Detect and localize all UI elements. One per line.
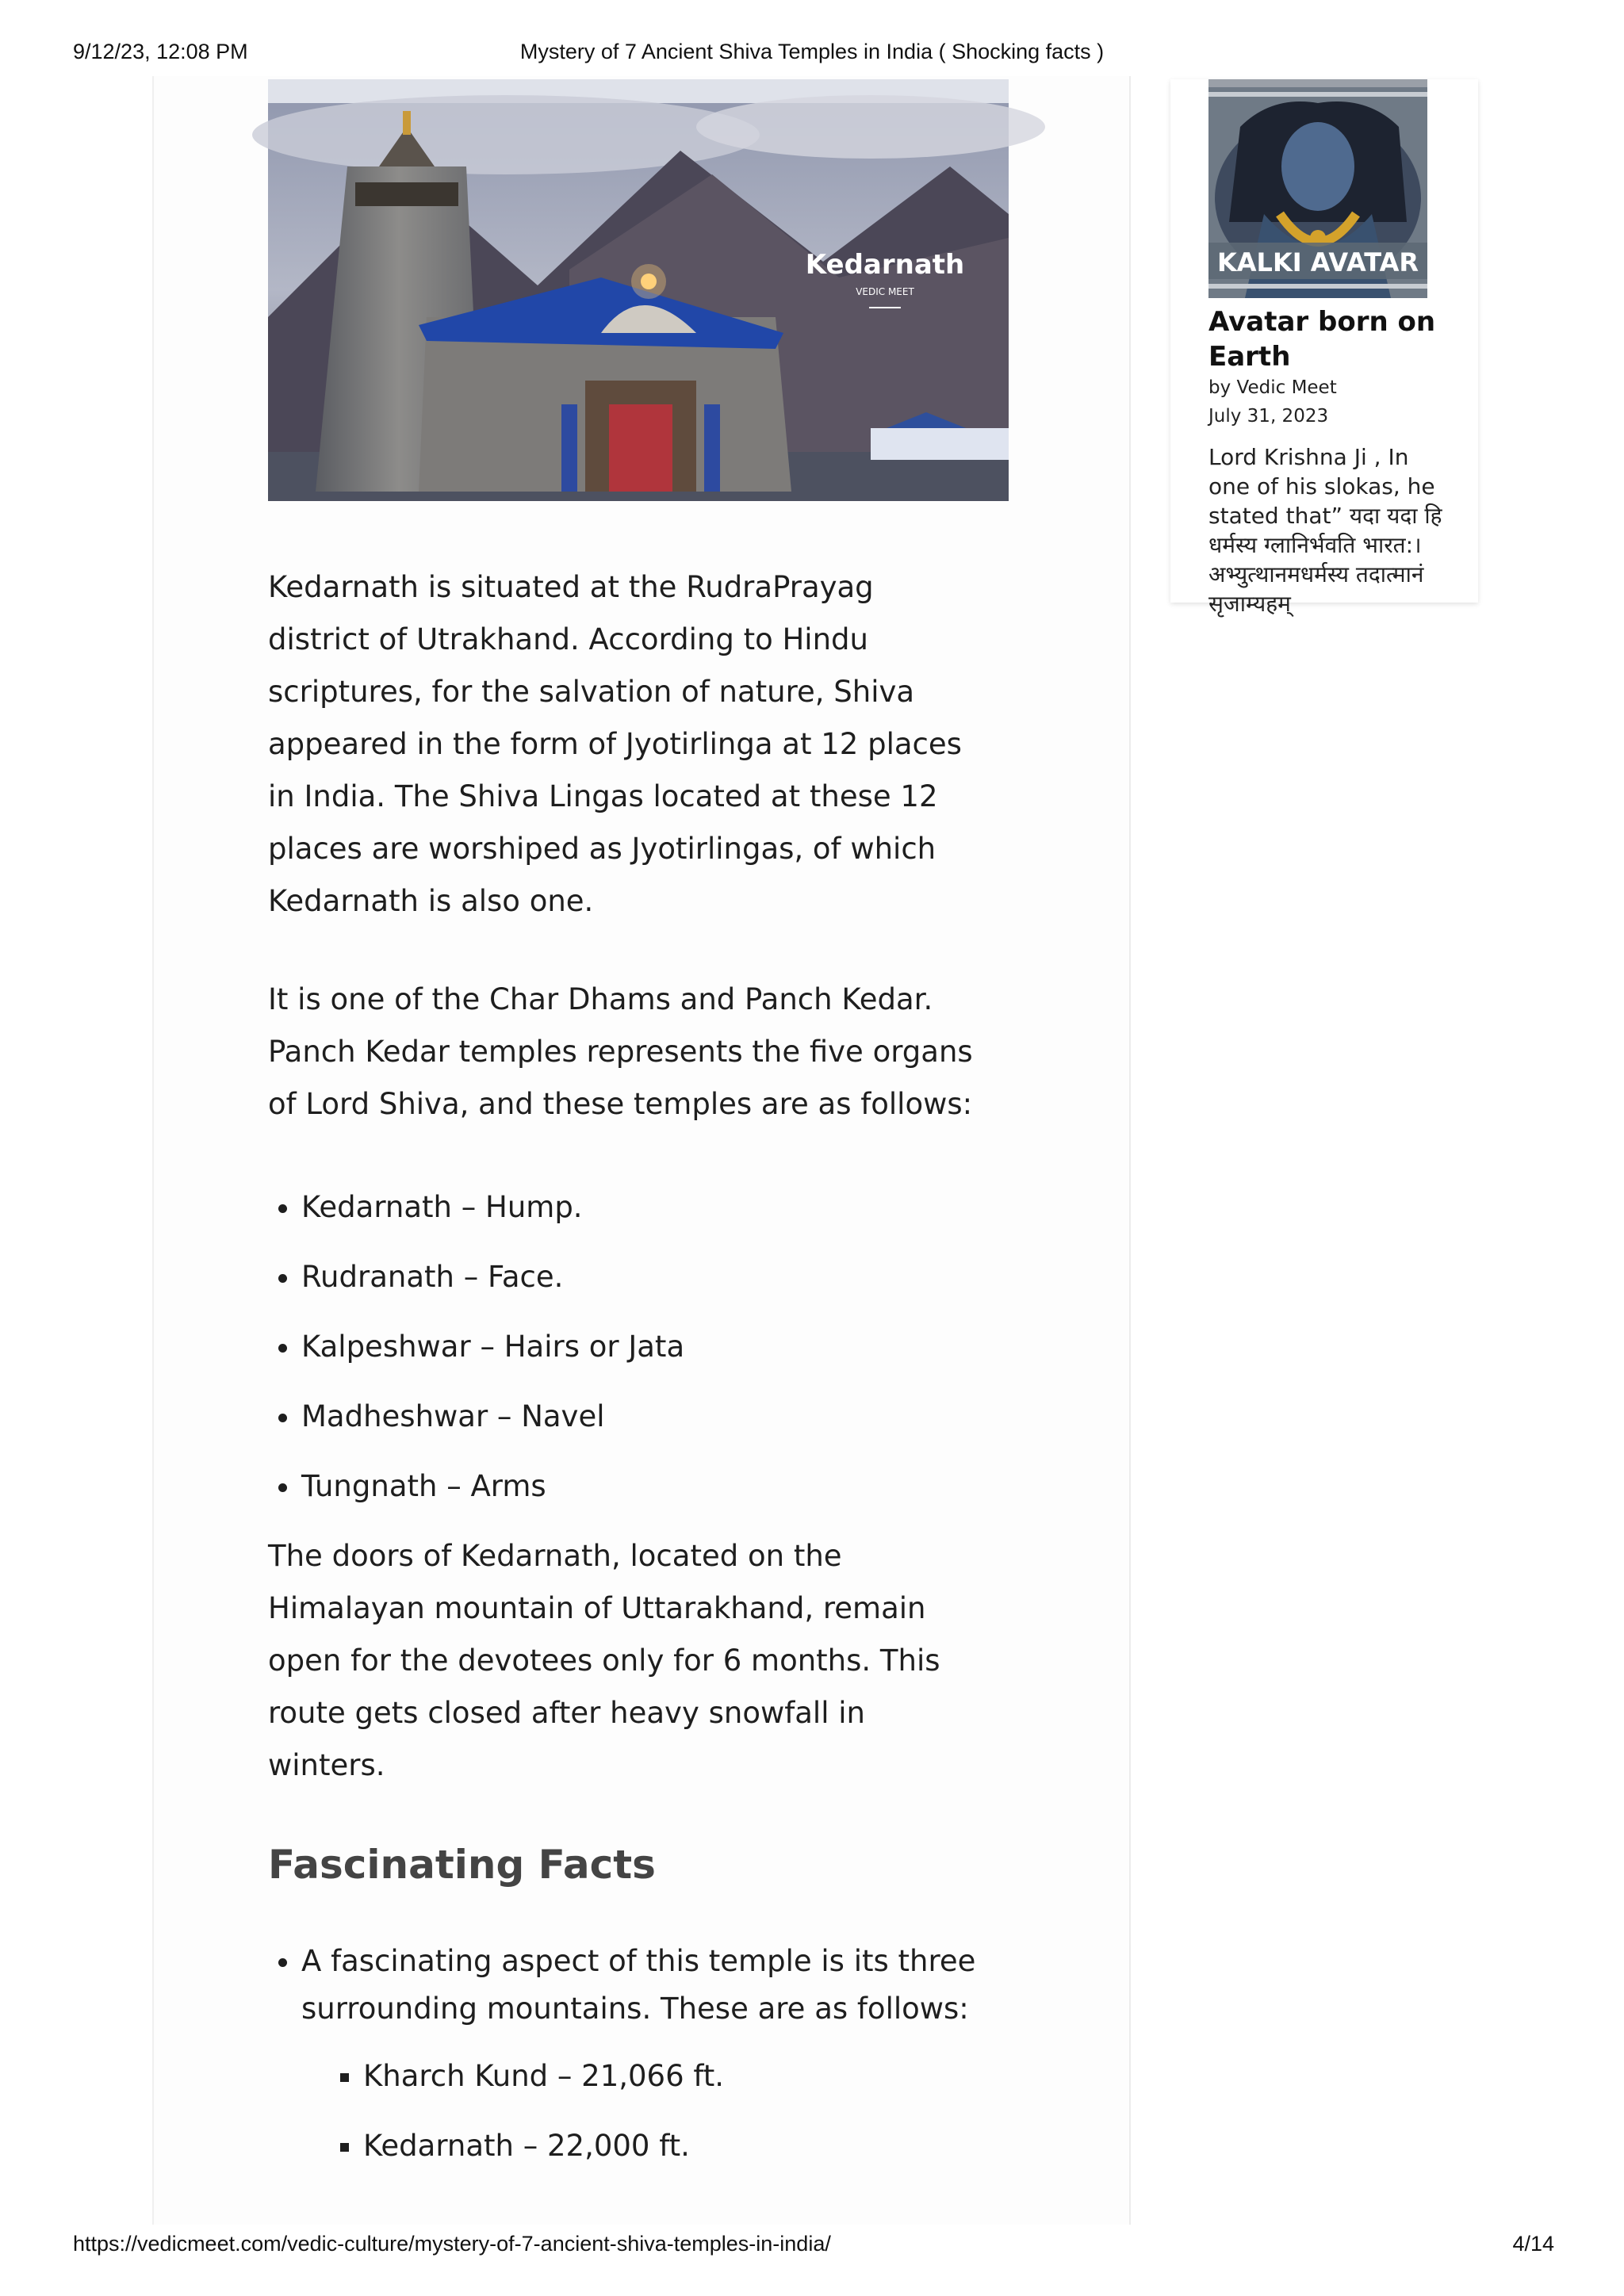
card-title-link[interactable]: Avatar born on Earth [1208, 306, 1436, 373]
list-item: ▪ Kedarnath – 22,000 ft. [363, 2120, 982, 2172]
print-url: https://vedicmeet.com/vedic-culture/mystery-of-7-ancient-shiva-temples-in-india/ [73, 2232, 831, 2256]
print-footer [0, 2232, 1624, 2263]
card-author: by Vedic Meet [1208, 377, 1337, 398]
fact-text: A fascinating aspect of this temple is its three surrounding mountains. These are as follows: [301, 1944, 976, 2026]
list-item: • Kalpeshwar – Hairs or Jata [301, 1321, 982, 1373]
facts-list [268, 1938, 982, 2172]
list-item: • Madheshwar – Navel [301, 1391, 982, 1443]
paragraph-char-dham: It is one of the Char Dhams and Panch Kedar. Panch Kedar temples represents the five organs of Lord Shiva, and these temples are as follows: [268, 982, 973, 1121]
list-item [301, 1938, 982, 2172]
card-date: July 31, 2023 [1208, 406, 1329, 427]
list-item: • Kedarnath – Hump. [301, 1181, 982, 1234]
card-excerpt: Lord Krishna Ji , In one of his slokas, he stated that” यदा यदा हि धर्मस्य ग्लानिर्भवति भारत:। अभ्युत्थानमधर्मस्य तदात्मानं सृजाम्यहम् [1208, 444, 1442, 617]
kalki-avatar-thumbnail[interactable] [1208, 79, 1427, 298]
paragraph-doors: The doors of Kedarnath, located on the Himalayan mountain of Uttarakhand, remain open for the devotees only for 6 months. This route gets closed after heavy snowfall in winters. [268, 1539, 940, 1782]
list-item: • Rudranath – Face. [301, 1251, 982, 1303]
thumbnail-label: KALKI AVATAR [1216, 247, 1419, 277]
mountains-list [301, 2050, 982, 2172]
print-datetime: 9/12/23, 12:08 PM [73, 40, 248, 63]
print-header [0, 40, 1624, 71]
paragraph-location: Kedarnath is situated at the RudraPrayag district of Utrakhand. According to Hindu scriptures, for the salvation of nature, Shiva appeared in the form of Jyotirlinga at 12 places in India. The Shiva Lingas located at these 12 places are worshiped as Jyotirlingas, of which Kedarnath is also one. [268, 570, 962, 918]
heading-fascinating-facts: Fascinating Facts [268, 1842, 656, 1888]
related-post-card[interactable] [1170, 79, 1478, 617]
image-caption-sub: VEDIC MEET [856, 286, 914, 297]
kedarnath-temple-image [268, 79, 1009, 501]
print-page-title: Mystery of 7 Ancient Shiva Temples in India ( Shocking facts ) [519, 40, 1105, 63]
image-caption-title: Kedarnath [805, 249, 965, 281]
panch-kedar-list [268, 1181, 982, 1513]
list-item: • Tungnath – Arms [301, 1460, 982, 1513]
print-page-number: 4/14 [1512, 2232, 1554, 2256]
list-item: ▪ Kharch Kund – 21,066 ft. [363, 2050, 982, 2103]
article-body [268, 561, 982, 2190]
